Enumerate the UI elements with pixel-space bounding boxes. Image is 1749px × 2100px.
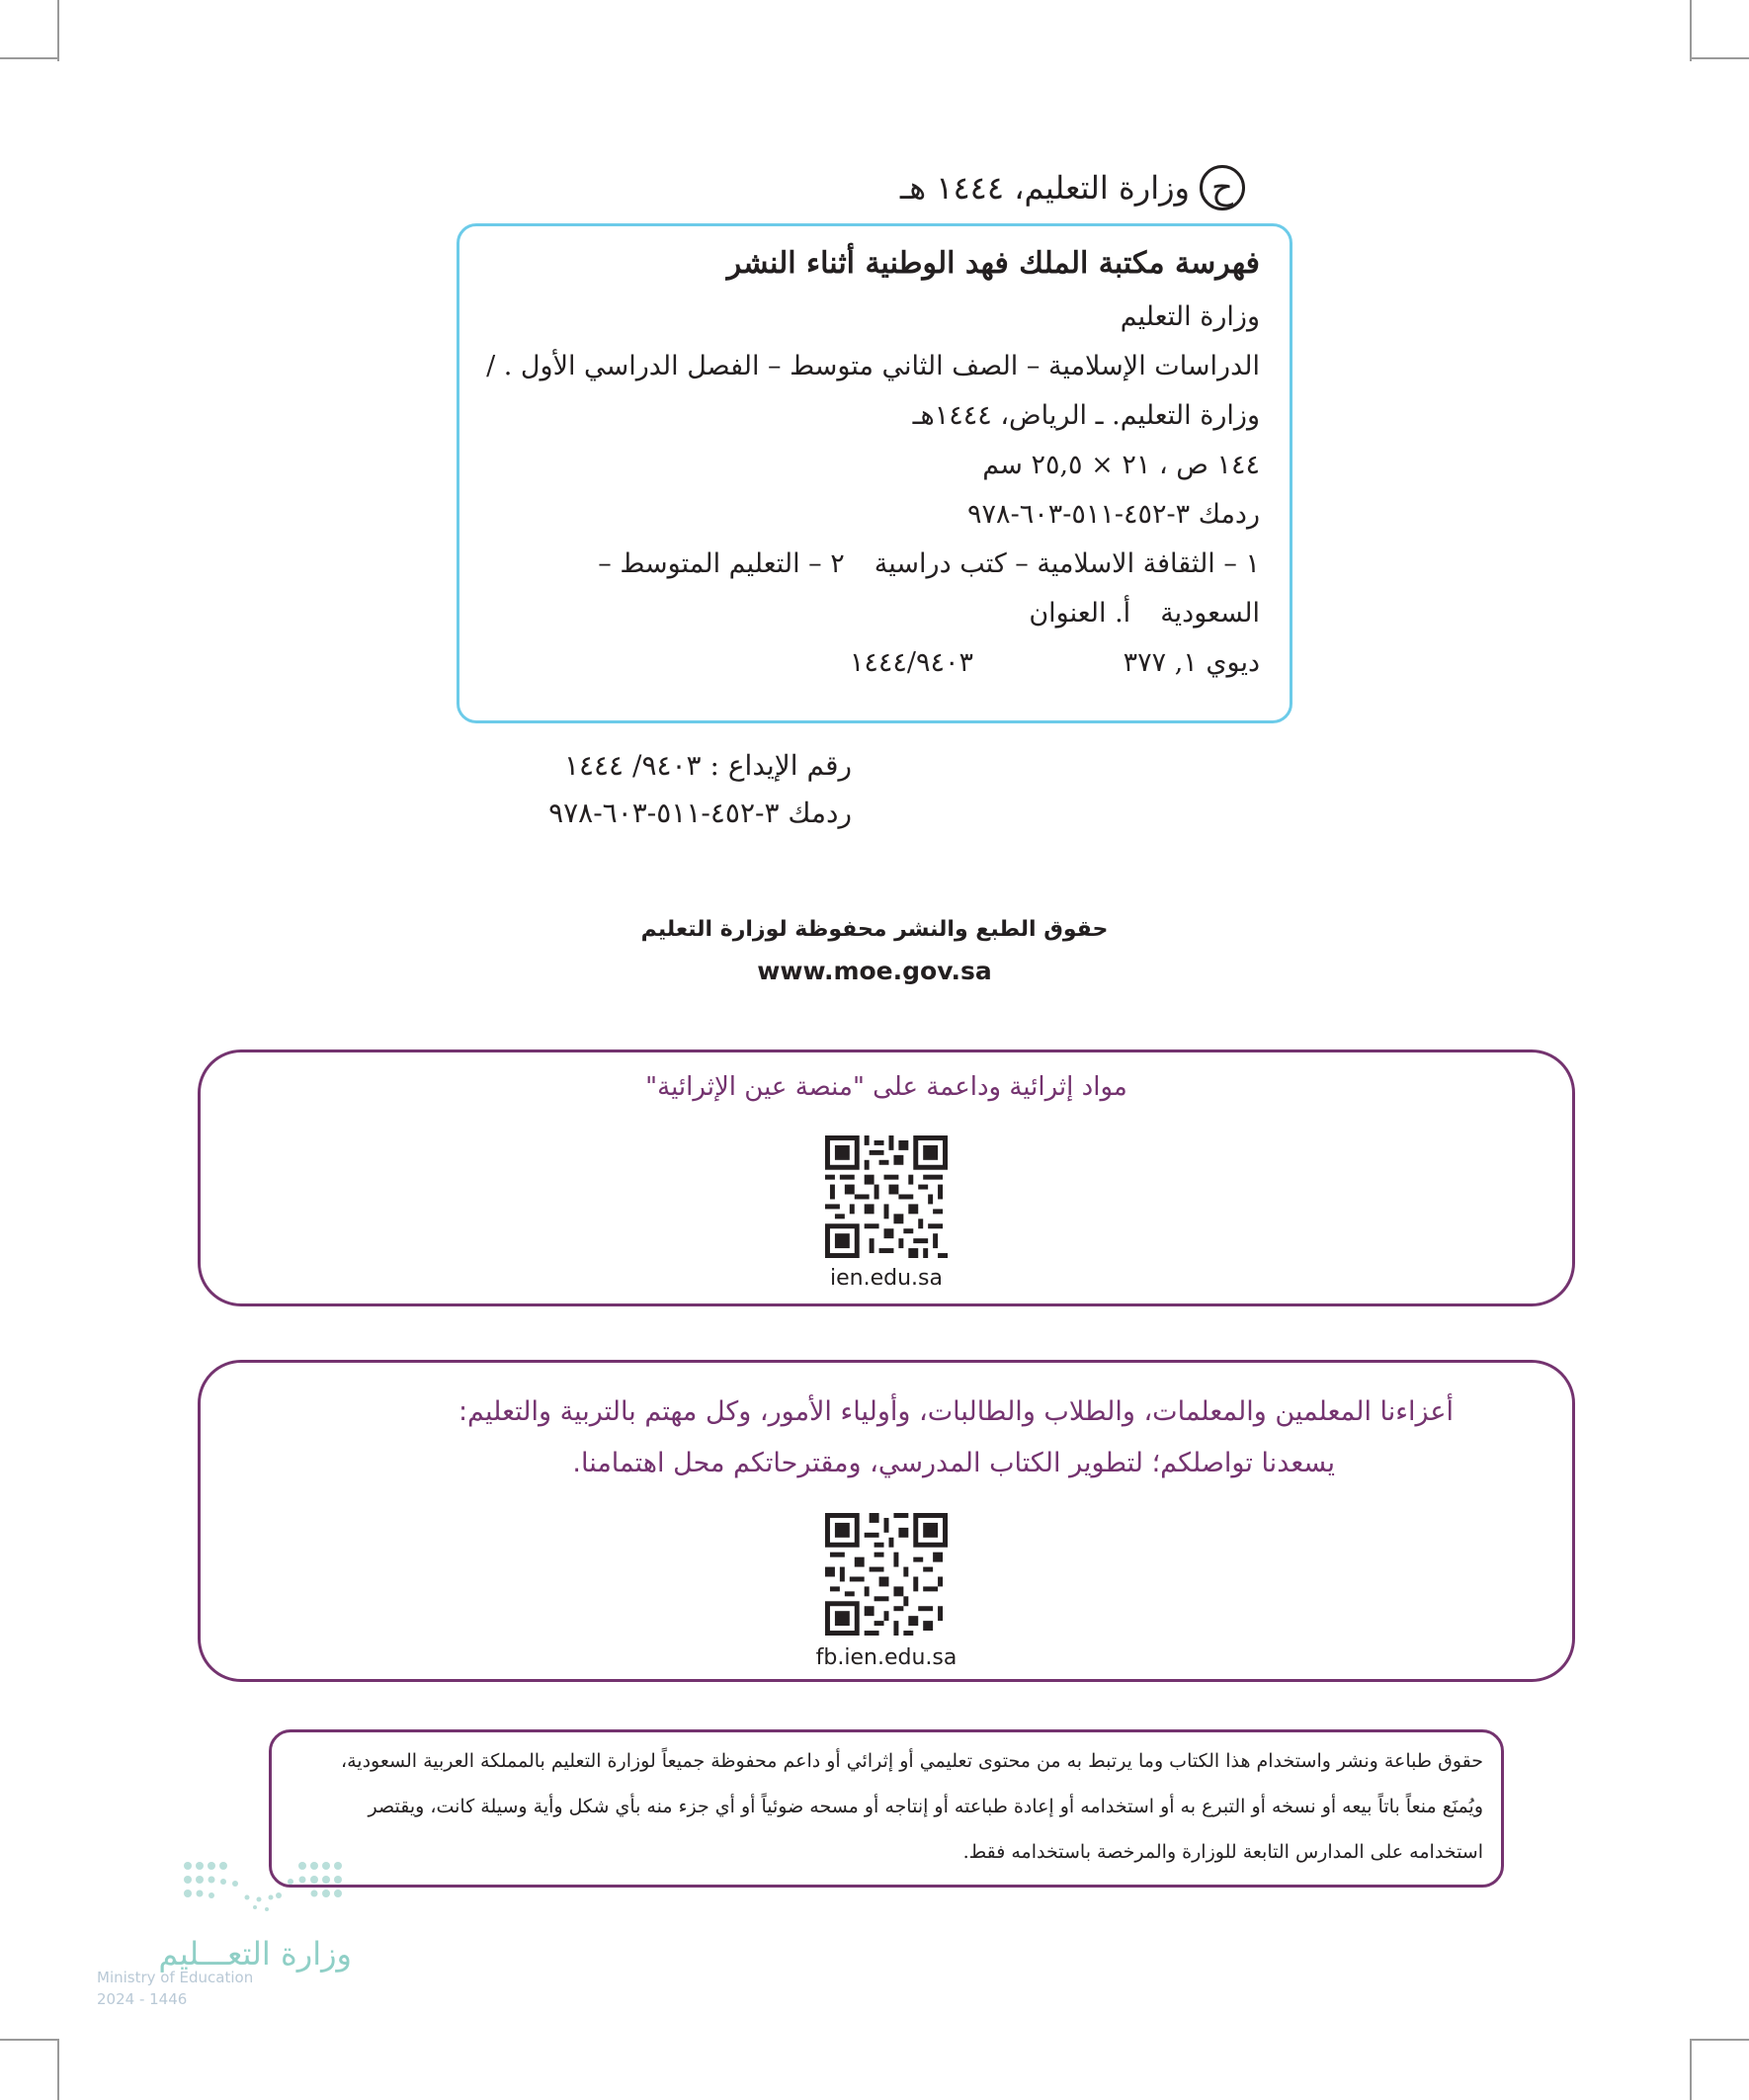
copyright-heading <box>889 158 1245 217</box>
crop-mark <box>57 2039 59 2100</box>
crop-mark <box>1692 57 1749 59</box>
legal-line-3: استخدامه على المدارس التابعة للوزارة والمرخصة باستخدامه فقط. <box>962 1841 1483 1863</box>
rights-statement: حقوق الطبع والنشر محفوظة لوزارة التعليم <box>640 917 1109 942</box>
catalog-book-title: الدراسات الإسلامية – الصف الثاني متوسط – الفصل الدراسي الأول . / <box>486 351 1260 381</box>
catalog-subjects-row <box>489 548 1260 579</box>
feedback-url[interactable]: fb.ien.edu.sa <box>815 1645 958 1670</box>
deposit-number: رقم الإيداع : ٩٤٠٣/ ١٤٤٤ <box>563 749 852 782</box>
catalog-subjects-row-2 <box>489 598 1260 629</box>
catalog-title: فهرسة مكتبة الملك فهد الوطنية أثناء النشر <box>726 246 1260 281</box>
catalog-publisher: وزارة التعليم. ـ الرياض، ١٤٤٤هـ <box>912 400 1260 431</box>
ministry-english-name: Ministry of Education <box>97 1969 254 1986</box>
crop-mark <box>1692 2039 1749 2041</box>
catalog-dewey: ديوي ١, ٣٧٧ <box>1123 647 1260 678</box>
catalog-deposit-short: ١٤٤٤/٩٤٠٣ <box>849 647 973 678</box>
feedback-line-2: يسعدنا تواصلكم؛ لتطوير الكتاب المدرسي، ومقترحاتكم محل اهتمامنا. <box>572 1448 1335 1478</box>
crop-mark <box>1690 2039 1692 2100</box>
catalog-subject-1: ١ – الثقافة الاسلامية – كتب دراسية <box>874 548 1260 579</box>
legal-line-1: حقوق طباعة ونشر واستخدام هذا الكتاب وما يرتبط به من محتوى تعليمي أو إثرائي أو داعم محفوظة جميعاً لوزارة التعليم بالمملكة العربية السعودية، <box>340 1750 1483 1772</box>
legal-notice-box <box>269 1729 1504 1888</box>
ministry-logo <box>95 1858 352 2016</box>
website-link[interactable]: www.moe.gov.sa <box>757 957 992 985</box>
catalog-title-entry: أ. العنوان <box>1029 598 1131 629</box>
catalog-box <box>457 223 1292 723</box>
catalog-isbn: ردمك ٣-٤٥٢-٥١١-٦٠٣-٩٧٨ <box>967 499 1260 530</box>
feedback-box <box>198 1360 1575 1682</box>
ien-platform-box <box>198 1050 1575 1306</box>
ministry-arabic-name: وزارة التعـــليم <box>158 1935 352 1973</box>
ien-heading: مواد إثرائية وداعمة على "منصة عين الإثرائية" <box>645 1072 1127 1102</box>
crop-mark <box>57 0 59 61</box>
ministry-years: 2024 - 1446 <box>97 1990 188 2008</box>
copyright-text: وزارة التعليم، ١٤٤٤ هـ <box>899 169 1190 207</box>
legal-line-2: ويُمنَع منعاً باتاً بيعه أو نسخه أو التبرع به أو استخدامه أو إعادة طباعته أو إنتاجه أو مسحه ضوئياً أو أي جزء منه بأي شكل وأية وسيلة كانت، ويقتصر <box>368 1796 1483 1817</box>
deposit-isbn: ردمك ٣-٤٥٢-٥١١-٦٠٣-٩٧٨ <box>548 797 852 829</box>
copyright-symbol: ح <box>1200 165 1245 210</box>
qr-code-icon[interactable] <box>825 1135 948 1258</box>
crop-mark <box>1690 0 1692 61</box>
feedback-line-1: أعزاءنا المعلمين والمعلمات، والطلاب والطالبات، وأولياء الأمور، وكل مهتم بالتربية والتعليم: <box>458 1396 1454 1427</box>
qr-code-icon[interactable] <box>825 1513 948 1636</box>
crop-mark <box>0 2039 57 2041</box>
catalog-classification-row <box>489 647 1260 678</box>
catalog-subject-2: ٢ – التعليم المتوسط – <box>598 548 845 579</box>
catalog-author: وزارة التعليم <box>1120 301 1260 332</box>
ministry-dots-emblem <box>180 1858 348 1913</box>
catalog-subject-3: السعودية <box>1160 598 1260 629</box>
catalog-physical: ١٤٤ ص ، ٢١ × ٢٥,٥ سم <box>982 450 1260 480</box>
crop-mark <box>0 57 57 59</box>
ien-url[interactable]: ien.edu.sa <box>830 1266 943 1291</box>
